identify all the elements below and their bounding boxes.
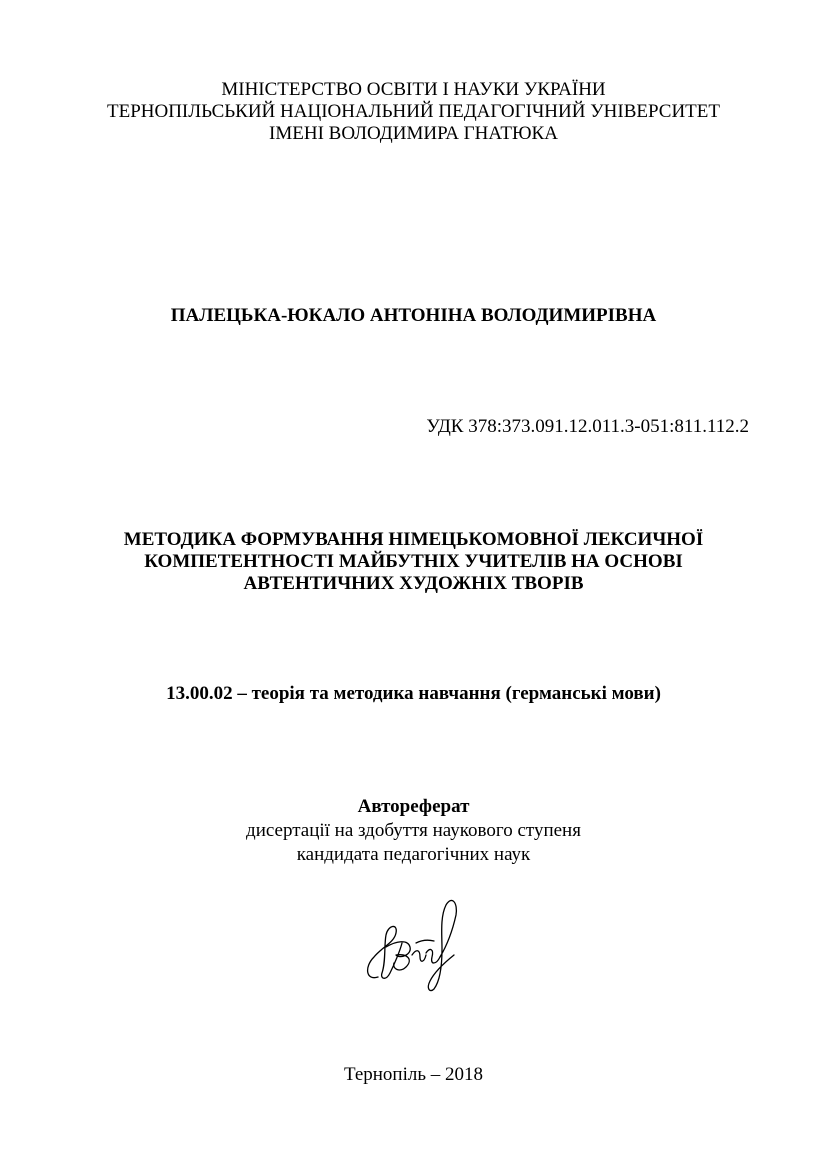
author-name: ПАЛЕЦЬКА-ЮКАЛО АНТОНІНА ВОЛОДИМИРІВНА (170, 305, 657, 326)
ministry-name: МІНІСТЕРСТВО ОСВІТИ І НАУКИ УКРАЇНИ (221, 79, 606, 100)
title-line-1: МЕТОДИКА ФОРМУВАННЯ НІМЕЦЬКОМОВНОЇ ЛЕКСИЧНОЇ (123, 529, 704, 550)
university-name: ТЕРНОПІЛЬСЬКИЙ НАЦІОНАЛЬНИЙ ПЕДАГОГІЧНИЙ УНІВЕРСИТЕТ (106, 101, 720, 122)
abstract-heading: Автореферат (357, 796, 470, 817)
title-line-2: КОМПЕТЕНТНОСТІ МАЙБУТНІХ УЧИТЕЛІВ НА ОСНОВІ (144, 551, 683, 572)
abstract-line-2: кандидата педагогічних наук (296, 844, 531, 865)
dissertation-title (0, 529, 827, 595)
udk-code: УДК 378:373.091.12.011.3-051:811.112.2 (426, 416, 749, 437)
abstract-line-1: дисертації на здобуття наукового ступеня (246, 820, 581, 841)
university-named-after: ІМЕНІ ВОЛОДИМИРА ГНАТЮКА (269, 123, 558, 144)
title-line-3: АВТЕНТИЧНИХ ХУДОЖНІХ ТВОРІВ (243, 573, 584, 594)
city-year: Тернопіль – 2018 (343, 1064, 484, 1085)
specialty-code: 13.00.02 – теорія та методика навчання (германські мови) (166, 683, 661, 704)
abstract-block (0, 795, 827, 867)
signature-icon (356, 885, 466, 995)
header-block (0, 79, 827, 145)
